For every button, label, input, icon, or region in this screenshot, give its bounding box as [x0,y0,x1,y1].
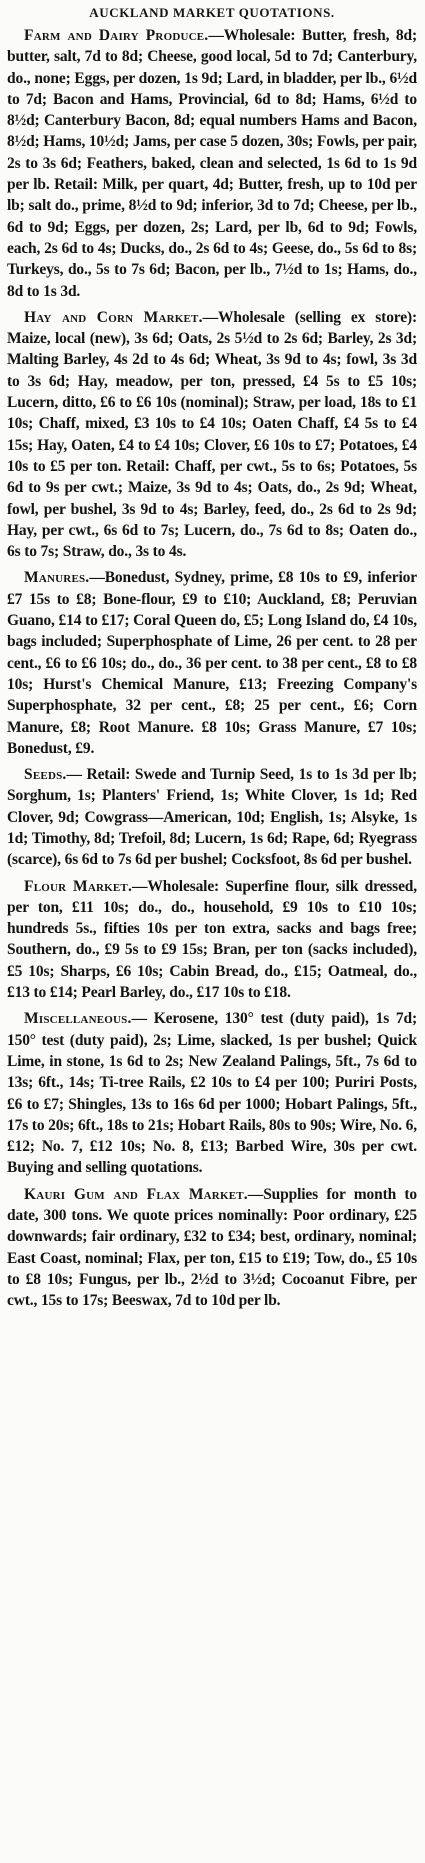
section-farm-dairy [7,25,417,302]
section-seeds [7,764,417,870]
section-miscellaneous [7,1008,417,1178]
section-text: —Wholesale: Superfine flour, silk dressed, per ton, £11 10s; do., do., household, £9 10s to £10 10s; hundreds 5s., fifties 10s per ton extra, sacks and bags free; Southern, do., £9 5s to £9 15s; Bran, per ton (sacks included), £5 10s; Sharps, £6 10s; Cabin Bread, do., £15; Oatmeal, do., £13 to £14; Pearl Barley, do., £17 10s to £18. [7,877,417,1002]
section-manures [7,567,417,759]
section-heading: Miscellaneous. [24,1010,132,1028]
column-title: AUCKLAND MARKET QUOTATIONS. [89,5,335,20]
section-text: —Bonedust, Sydney, prime, £8 10s to £9, inferior £7 15s to £8; Bone-flour, £9 to £10; Auckland, £8; Peruvian Guano, £14 to £17; Coral Queen do, £5; Long Island do, £4 10s, bags included; Superphosphate of Lime, 26 per cent. to 28 per cent., £6 to £6 10s; do., do., 36 per cent. to 38 per cent., £8 to £8 10s; Hurst's Chemical Manure, £13; Freezing Company's Superphosphate, 32 per cent., £8; 25 per cent., £6; Corn Manure, £8; Root Manure. £8 10s; Grass Manure, £7 10s; Bonedust, £9. [7,569,417,757]
section-kauri-gum-flax [7,1184,417,1312]
section-text: —Wholesale (selling ex store): Maize, local (new), 3s 6d; Oats, 2s 5½d to 2s 6d; Barley, 2s 3d; Malting Barley, 4s 2d to 4s 6d; Wheat, 3s 9d to 4s; fowl, 3s 3d to 3s 6d; Hay, meadow, per ton, pressed, £4 5s to £5 10s; Lucern, ditto, £6 to £6 10s (nominal); Straw, per load, 18s to £1 10s; Chaff, mixed, £3 10s to £4 10s; Oaten Chaff, £4 5s to £4 15s; Hay, Oaten, £4 to £4 10s; Clover, £6 10s to £7; Potatoes, £4 10s to £5 per ton. Retail: Chaff, per cwt., 5s to 6s; Potatoes, 5s 6d to 9s per cwt.; Maize, 3s 9d to 4s; Oats, do., 2s 9d; Wheat, fowl, per bushel, 3s 9d to 4s; Barley, feed, do., 2s 6d to 2s 9d; Hay, per cwt., 6s 6d to 7s; Lucern, do., 7s 6d to 8s; Oaten do., 6s to 7s; Straw, do., 3s to 4s. [7,308,417,561]
section-heading: Kauri Gum and Flax Market. [24,1185,248,1203]
section-heading: Hay and Corn Market. [24,308,203,326]
section-text: —Wholesale: Butter, fresh, 8d; butter, salt, 7d to 8d; Cheese, good local, 5d to 7d; Canterbury, do., none; Eggs, per dozen, 1s 9d; Lard, in bladder, per lb., 6½d to 7d; Bacon and Hams, Provincial, 6d to 8d; Hams, 6½d to 8½d; Canterbury Bacon, 8d; equal numbers Hams and Bacon, 8½d; Hams, 10½d; Jams, per case 5 dozen, 30s; Fowls, per pair, 2s to 3s 6d; Feathers, baked, clean and selected, 1s 6d to 1s 9d per lb. Retail: Milk, per quart, 4d; Butter, fresh, up to 10d per lb; salt do., prime, 8½d to 9d; inferior, 3d to 7d; Cheese, per lb., 6d to 9d; Eggs, per dozen, 2s; Lard, per lb, 6d to 9d; Fowls, each, 2s 6d to 4s; Ducks, do., 2s 6d to 4s; Geese, do., 5s 6d to 8s; Turkeys, do., 5s to 7s 6d; Bacon, per lb., 7½d to 1s; Hams, do., 8d to 1s 3d. [7,27,417,300]
section-text: —Supplies for month to date, 300 tons. We quote prices nominally: Poor ordinary, £25 downwards; fair ordinary, £32 to £34; best, ordinary, nominal; East Coast, nominal; Flax, per ton, £15 to £19; Tow, do., £5 10s to £8 10s; Fungus, per lb., 2½d to 3½d; Cocoanut Fibre, per cwt., 15s to 17s; Beeswax, 7d to 10d per lb. [7,1185,417,1310]
section-heading: Farm and Dairy Produce. [24,27,209,44]
section-heading: Manures. [24,569,90,587]
section-text: — Kerosene, 130° test (duty paid), 1s 7d; 150° test (duty paid), 2s; Lime, slacked, 1s per bushel; Quick Lime, in stone, 1s 6d to 2s; New Zealand Palings, 5ft., 7s 6d to 13s; 6ft., 14s; Ti-tree Rails, £2 10s to £4 per 100; Puriri Posts, £6 to £7; Shingles, 13s to 16s 6d per 1000; Hobart Palings, 5ft., 17s to 20s; 6ft., 18s to 21s; Hobart Rails, 80s to 90s; Wire, No. 6, £12; No. 7, £12 10s; No. 8, £13; Barbed Wire, 30s per cwt. Buying and selling quotations. [7,1010,418,1177]
section-heading: Flour Market. [24,877,133,895]
section-heading: Seeds. [24,766,67,784]
section-flour [7,876,417,1004]
section-text: — Retail: Swede and Turnip Seed, 1s to 1s 3d per lb; Sorghum, 1s; Planters' Friend, 1s; White Clover, 1s 1d; Red Clover, 9d; Cowgrass—American, 10d; English, 1s; Alsyke, 1s 1d; Timothy, 8d; Trefoil, 8d; Lucern, 1s 6d; Rape, 6d; Ryegrass (scarce), 6s 6d to 7s 6d per bushel; Cocksfoot, 8s 6d per bushel. [7,766,417,869]
section-hay-corn [7,307,417,563]
